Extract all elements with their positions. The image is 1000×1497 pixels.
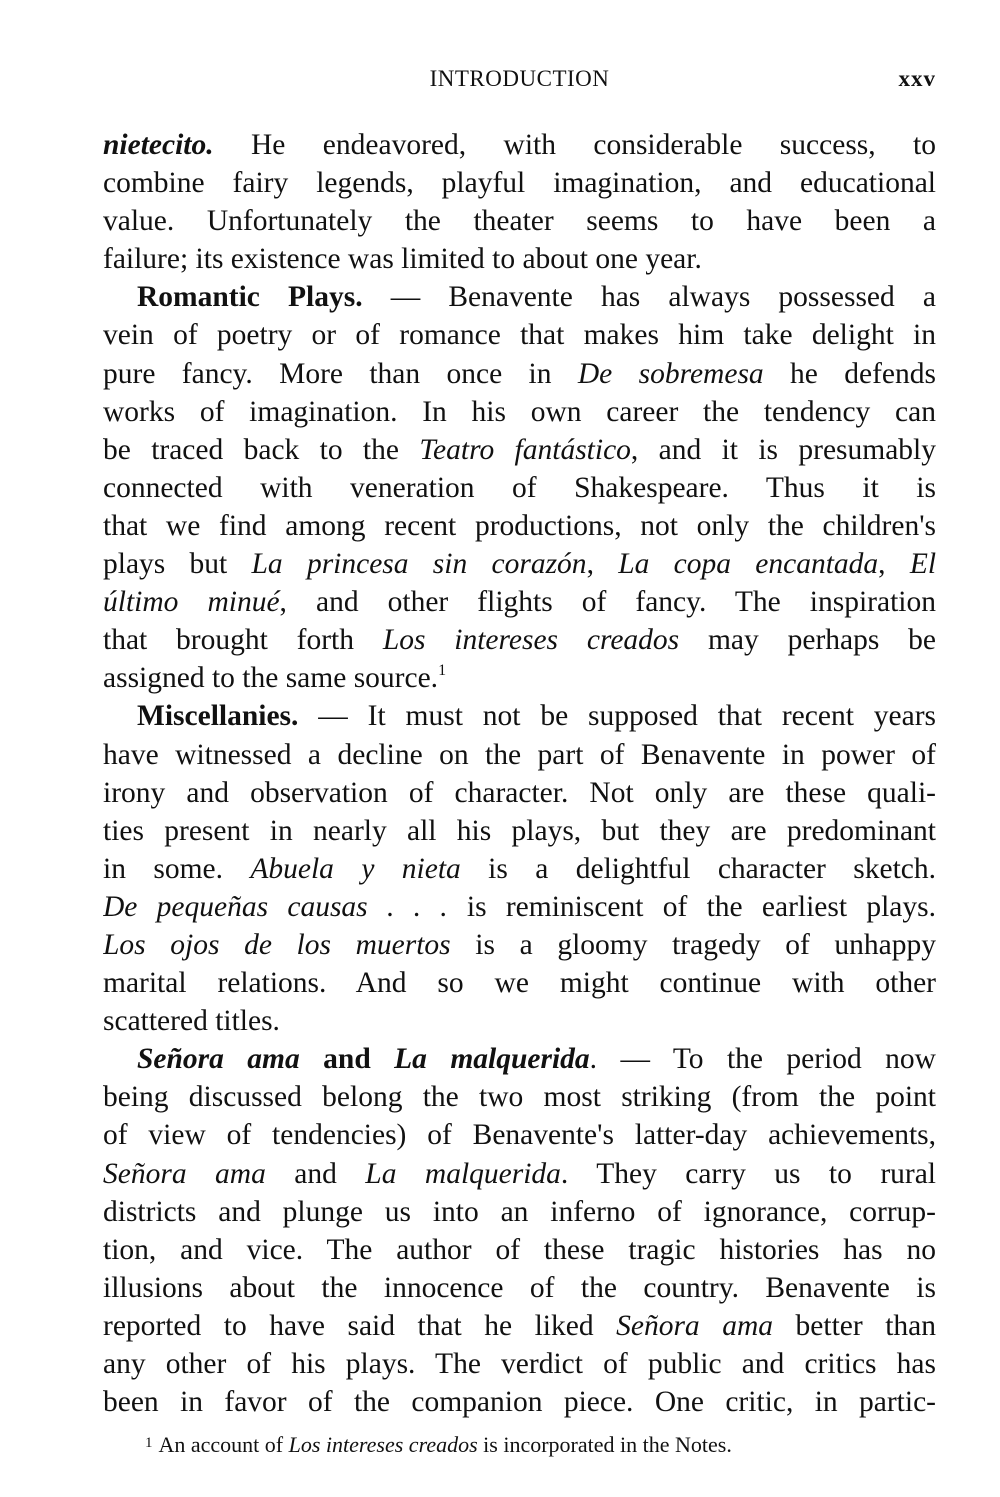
text-line: ties present in nearly all his plays, but they are predominant	[103, 814, 936, 847]
footnote: $^1$ An account of Los intereses creados is incorporated in the Notes.	[145, 1432, 732, 1457]
text-line: De pequeñas causas . . . is reminiscent of the earliest plays.	[103, 890, 936, 923]
text-line: vein of poetry or of romance that makes him take delight in	[103, 319, 936, 352]
section-heading-senora-ama: Señora ama and La malquerida. — To the period now	[137, 1043, 936, 1076]
text-line: any other of his plays. The verdict of public and critics has	[103, 1348, 936, 1380]
text-line: districts and plunge us into an inferno of ignorance, corrup-	[103, 1195, 936, 1228]
text-line: plays but La princesa sin corazón, La copa encantada, El	[103, 548, 936, 581]
text-line: Los ojos de los muertos is a gloomy tragedy of unhappy	[103, 928, 936, 961]
text-line: in some. Abuela y nieta is a delightful character sketch.	[103, 852, 936, 885]
text-line: scattered titles.	[103, 1005, 280, 1038]
text-line: be traced back to the Teatro fantástico, and it is presumably	[103, 433, 936, 466]
text-line: being discussed belong the two most striking (from the point	[103, 1081, 936, 1114]
page-number: xxv	[898, 66, 936, 91]
text-line: value. Unfortunately the theater seems to have been a	[103, 205, 936, 238]
text-line: Señora ama and La malquerida. They carry us to rural	[103, 1157, 936, 1190]
section-heading-romantic-plays: Romantic Plays. — Benavente has always possessed a	[137, 281, 936, 314]
text-line: assigned to the same source.$^1$	[103, 662, 447, 695]
text-line: failure; its existence was limited to about one year.	[103, 243, 702, 276]
text-line: have witnessed a decline on the part of Benavente in power of	[103, 738, 936, 771]
text-line: reported to have said that he liked Señora ama better than	[103, 1309, 936, 1342]
footnote-number: 1	[145, 1435, 153, 1451]
text-line: works of imagination. In his own career the tendency can	[103, 395, 936, 428]
text-line: connected with veneration of Shakespeare. Thus it is	[103, 471, 936, 504]
section-heading-miscellanies: Miscellanies. — It must not be supposed that recent years	[137, 700, 936, 733]
text-line: marital relations. And so we might continue with other	[103, 967, 936, 1000]
text-line: pure fancy. More than once in De sobremesa he defends	[103, 357, 936, 390]
running-head	[103, 66, 936, 102]
text-line: of view of tendencies) of Benavente's latter-day achievements,	[103, 1119, 936, 1152]
running-title: INTRODUCTION	[429, 66, 610, 91]
footnote-reference: 1	[438, 662, 447, 680]
text-line: tion, and vice. The author of these tragic histories has no	[103, 1233, 936, 1266]
text-line: irony and observation of character. Not only are these quali-	[103, 776, 936, 809]
text-line: been in favor of the companion piece. One critic, in partic-	[103, 1386, 936, 1419]
body-text	[103, 126, 936, 1421]
text-line: nietecito. He endeavored, with considerable success, to	[103, 129, 936, 161]
text-line: that we find among recent productions, not only the children's	[103, 509, 936, 542]
text-line: illusions about the innocence of the country. Benavente is	[103, 1271, 936, 1304]
text-line: combine fairy legends, playful imagination, and educational	[103, 167, 936, 200]
text-line: último minué, and other flights of fancy. The inspiration	[103, 586, 936, 619]
text-line: that brought forth Los intereses creados may perhaps be	[103, 624, 936, 657]
